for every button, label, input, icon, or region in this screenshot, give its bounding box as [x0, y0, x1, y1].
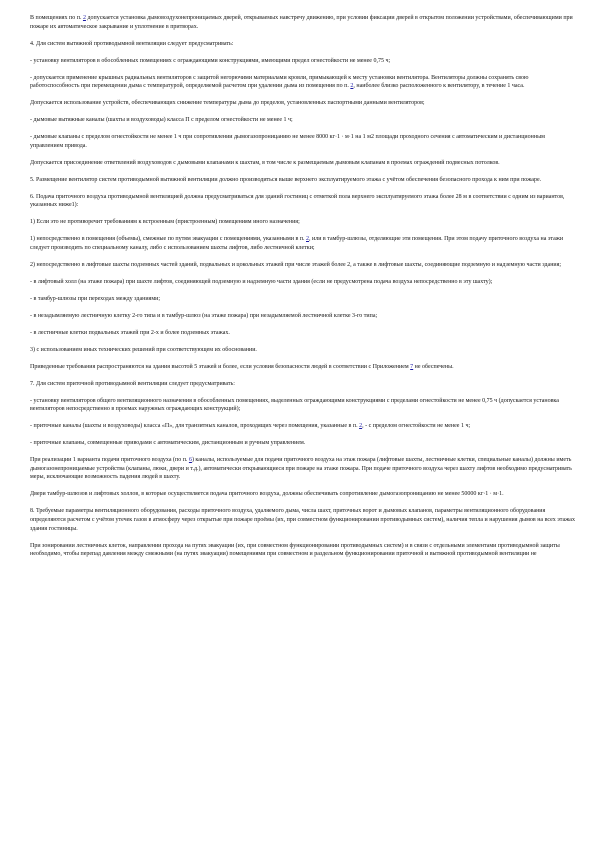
paragraph: [30, 490, 577, 499]
paragraph-text: 1) непосредственно в помещения (объемы), смежные по путям эвакуации с помещениями, указанными в п.: [30, 236, 306, 243]
cross-reference-link[interactable]: 7: [410, 363, 414, 370]
cross-reference-link[interactable]: 6: [188, 457, 192, 464]
cross-reference-link[interactable]: 2: [306, 236, 309, 243]
paragraph-text: 3) с использованием иных технических решений при соответствующем их обосновании.: [30, 346, 257, 353]
paragraph-text: , или в тамбур-шлюзы, отделяющие эти помещения. При этом подачу приточного воздуха на этажи следует производить по специальному каналу, либо с использованием шахты лифтов, либо лестничной клетки;: [30, 236, 564, 251]
paragraph: [30, 74, 577, 91]
paragraph-text: 7. Для систем приточной противодымной вентиляции следует предусматривать:: [30, 380, 235, 387]
paragraph-text: - в незадымляемую лестничную клетку 2-го типа и в тамбур-шлюз (на этаже пожара) при незадымляемой лестничной клетке 3-го типа;: [30, 312, 378, 319]
paragraph-text: Допускается присоединение ответвлений воздуховодов с дымовыми клапанами к шахтам, в том числе к размещаемым дымовым клапанам в проемах ограждений подвесных потолков.: [30, 159, 500, 166]
paragraph: [30, 397, 577, 414]
paragraph-text: не обеспечены.: [413, 363, 454, 370]
paragraph: [30, 235, 577, 252]
paragraph: [30, 40, 577, 49]
paragraph-text: - установку вентиляторов общего вентиляционного назначения в обособленных помещениях, выделенных ограждающими конструкциями с пределами огнестойкости не менее 0,75 ч (допускается установка вентиляторов непосредственно в проемах наружных ограждающих конструкций);: [30, 397, 559, 413]
paragraph-text: - в тамбур-шлюзы при переходах между зданиями;: [30, 295, 160, 302]
paragraph: [30, 176, 577, 185]
paragraph-text: - приточные клапаны, совмещенные приводами с автоматическим, дистанционным и ручным управлением.: [30, 440, 306, 447]
cross-reference-link[interactable]: 2: [359, 423, 363, 430]
paragraph-text: 2) непосредственно в лифтовые шахты подземных частей зданий, подвальных и цокольных этажей при числе этажей более 2, а также в лифтовые шахты, соединяющие подземную и надземную части здания;: [30, 261, 562, 268]
paragraph: [30, 346, 577, 355]
paragraph-text: При реализации 1 варианта подачи приточного воздуха (по п.: [30, 457, 189, 464]
paragraph-text: - дымовые вытяжные каналы (шахты и воздуховоды) класса П с пределом огнестойкости не менее 1 ч;: [30, 117, 293, 124]
paragraph-text: - установку вентиляторов в обособленных помещениях с ограждающими конструкциями, имеющими предел огнестойкости не менее 0,75 ч;: [30, 57, 391, 64]
paragraph-text: , - с пределом огнестойкости не менее 1 ч;: [362, 423, 471, 430]
paragraph-text: - допускается применение крышных радиальных вентиляторов с защитой негорючими материалами кровли, примыкающей к месту установки вентилятора. Вентиляторы должны сохранять свою работоспособность при перемещении дыма с температурой, определяемой расчетом при удалении дыма из помещения по п.: [30, 74, 529, 90]
paragraph-text: 1) Если это не противоречит требованиям к встроенным (пристроенным) помещениям иного назначения;: [30, 219, 300, 226]
paragraph-text: - в лифтовый холл (на этаже пожара) при шахте лифтов, соединяющей подземную и надземную части здания (если не предусмотрена подача воздуха непосредственно в эту шахту);: [30, 278, 493, 285]
paragraph: [30, 380, 577, 389]
paragraph-text: 6. Подача приточного воздуха противодымной вентиляцией должна предусматриваться для зданий гостиниц с отметкой пола верхнего эксплуатируемого этажа более 28 м в соответствии с одним из вариантов, указанных ниже1):: [30, 193, 565, 209]
paragraph-text: - приточные каналы (шахты и воздуховоды) класса «П», для транзитных каналов, проходящих через помещения, указанные в п.: [30, 423, 360, 430]
paragraph: [30, 295, 577, 304]
paragraph-text: 8. Требуемые параметры вентиляционного оборудования, расходы приточного воздуха, удаляемого дыма, числа шахт, приточных ворот и дымовых клапанов, параметры вентиляционного оборудования определяются расчетом с учётом утечек газов в атмосферу через открытые при пожаре проёмы (их, при совместном функционировании противодымных систем), наличия тепла и нарушения дымов на всех этажах здания гостиницы.: [30, 508, 575, 532]
paragraph: [30, 116, 577, 125]
paragraph: [30, 422, 577, 431]
paragraph: [30, 14, 577, 31]
paragraph-text: Приведенные требования распространяются на здания высотой 5 этажей и более, если условия безопасности людей в соответствии с Приложением: [30, 363, 411, 370]
paragraph-text: - в лестничные клетки подвальных этажей при 2-х и более подземных этажах.: [30, 329, 230, 336]
paragraph: [30, 456, 577, 482]
paragraph-text: допускается установка дымовоздухонепроницаемых дверей, открываемых навстречу движению, при условии фиксации дверей в открытом положении устройствами, обеспечивающими при пожаре их автоматическое закрывание и уплотнение в притворах.: [30, 15, 573, 30]
paragraph: [30, 363, 577, 372]
paragraph-text: , наиболее близко расположенного к вентилятору, в течение 1 часа.: [353, 83, 525, 90]
paragraph-text: ) каналы, используемые для подачи приточного воздуха на этаж пожара (лифтовые шахты, лестничные клетки, специальные каналы) должны иметь дымогазонепроницаемые устройства (клапаны, люки, двери и т.д.), автоматически открывающиеся при пожаре на этаже пожара. При подаче приточного воздуха через шахту лифтов необходимо предусматривать меры, исключающие возможность падения людей в шахту.: [30, 457, 572, 481]
paragraph: [30, 542, 577, 559]
paragraph: [30, 193, 577, 210]
paragraph-text: - дымовые клапаны с пределом огнестойкости не менее 1 ч при сопротивлении дымогазопроницанию не менее 8000 кг·1 · м·1 на 1 м2 площади проходного сечения с автоматическим и дистанционным управлением привода.: [30, 134, 545, 149]
paragraph: [30, 57, 577, 66]
paragraph: [30, 439, 577, 448]
cross-reference-link[interactable]: 2: [350, 83, 354, 90]
paragraph: [30, 133, 577, 150]
paragraph: [30, 218, 577, 227]
paragraph-text: В помещениях по п.: [30, 15, 83, 21]
cross-reference-link[interactable]: 2: [82, 15, 86, 21]
paragraph: [30, 507, 577, 533]
paragraph: [30, 312, 577, 321]
paragraph-text: Двери тамбур-шлюзов и лифтовых холлов, в которые осуществляется подача приточного воздуха, должны обеспечивать сопротивление дымогазопроницанию не менее 50000 кг·1 · м·1.: [30, 491, 504, 498]
paragraph: [30, 159, 577, 168]
paragraph: [30, 261, 577, 270]
paragraph: [30, 99, 577, 108]
paragraph-text: 4. Для систем вытяжной противодымной вентиляции следует предусматривать:: [30, 40, 234, 47]
paragraph-text: При зонировании лестничных клеток, направлении прохода на путях эвакуации (их, при совместном функционировании противодымных систем) и в связи с отдельными элементами противодымной защиты необходимо, чтобы перепад давления между смежными (на путях эвакуации) помещениями при совместном и раздельном функционировании приточной и вытяжной противодымной вентиляции не: [30, 542, 560, 558]
paragraph: [30, 278, 577, 287]
paragraph-text: 5. Размещение вентилятор систем противодымной вытяжной вентиляции должно производиться выше верхнего эксплуатируемого этажа с учётом обеспечения безопасного прохода к ним при пожаре.: [30, 176, 542, 183]
paragraph-text: Допускается использование устройств, обеспечивающих снижение температуры дыма до пределов, установленных паспортными данными вентиляторов;: [30, 100, 425, 107]
paragraph: [30, 329, 577, 338]
